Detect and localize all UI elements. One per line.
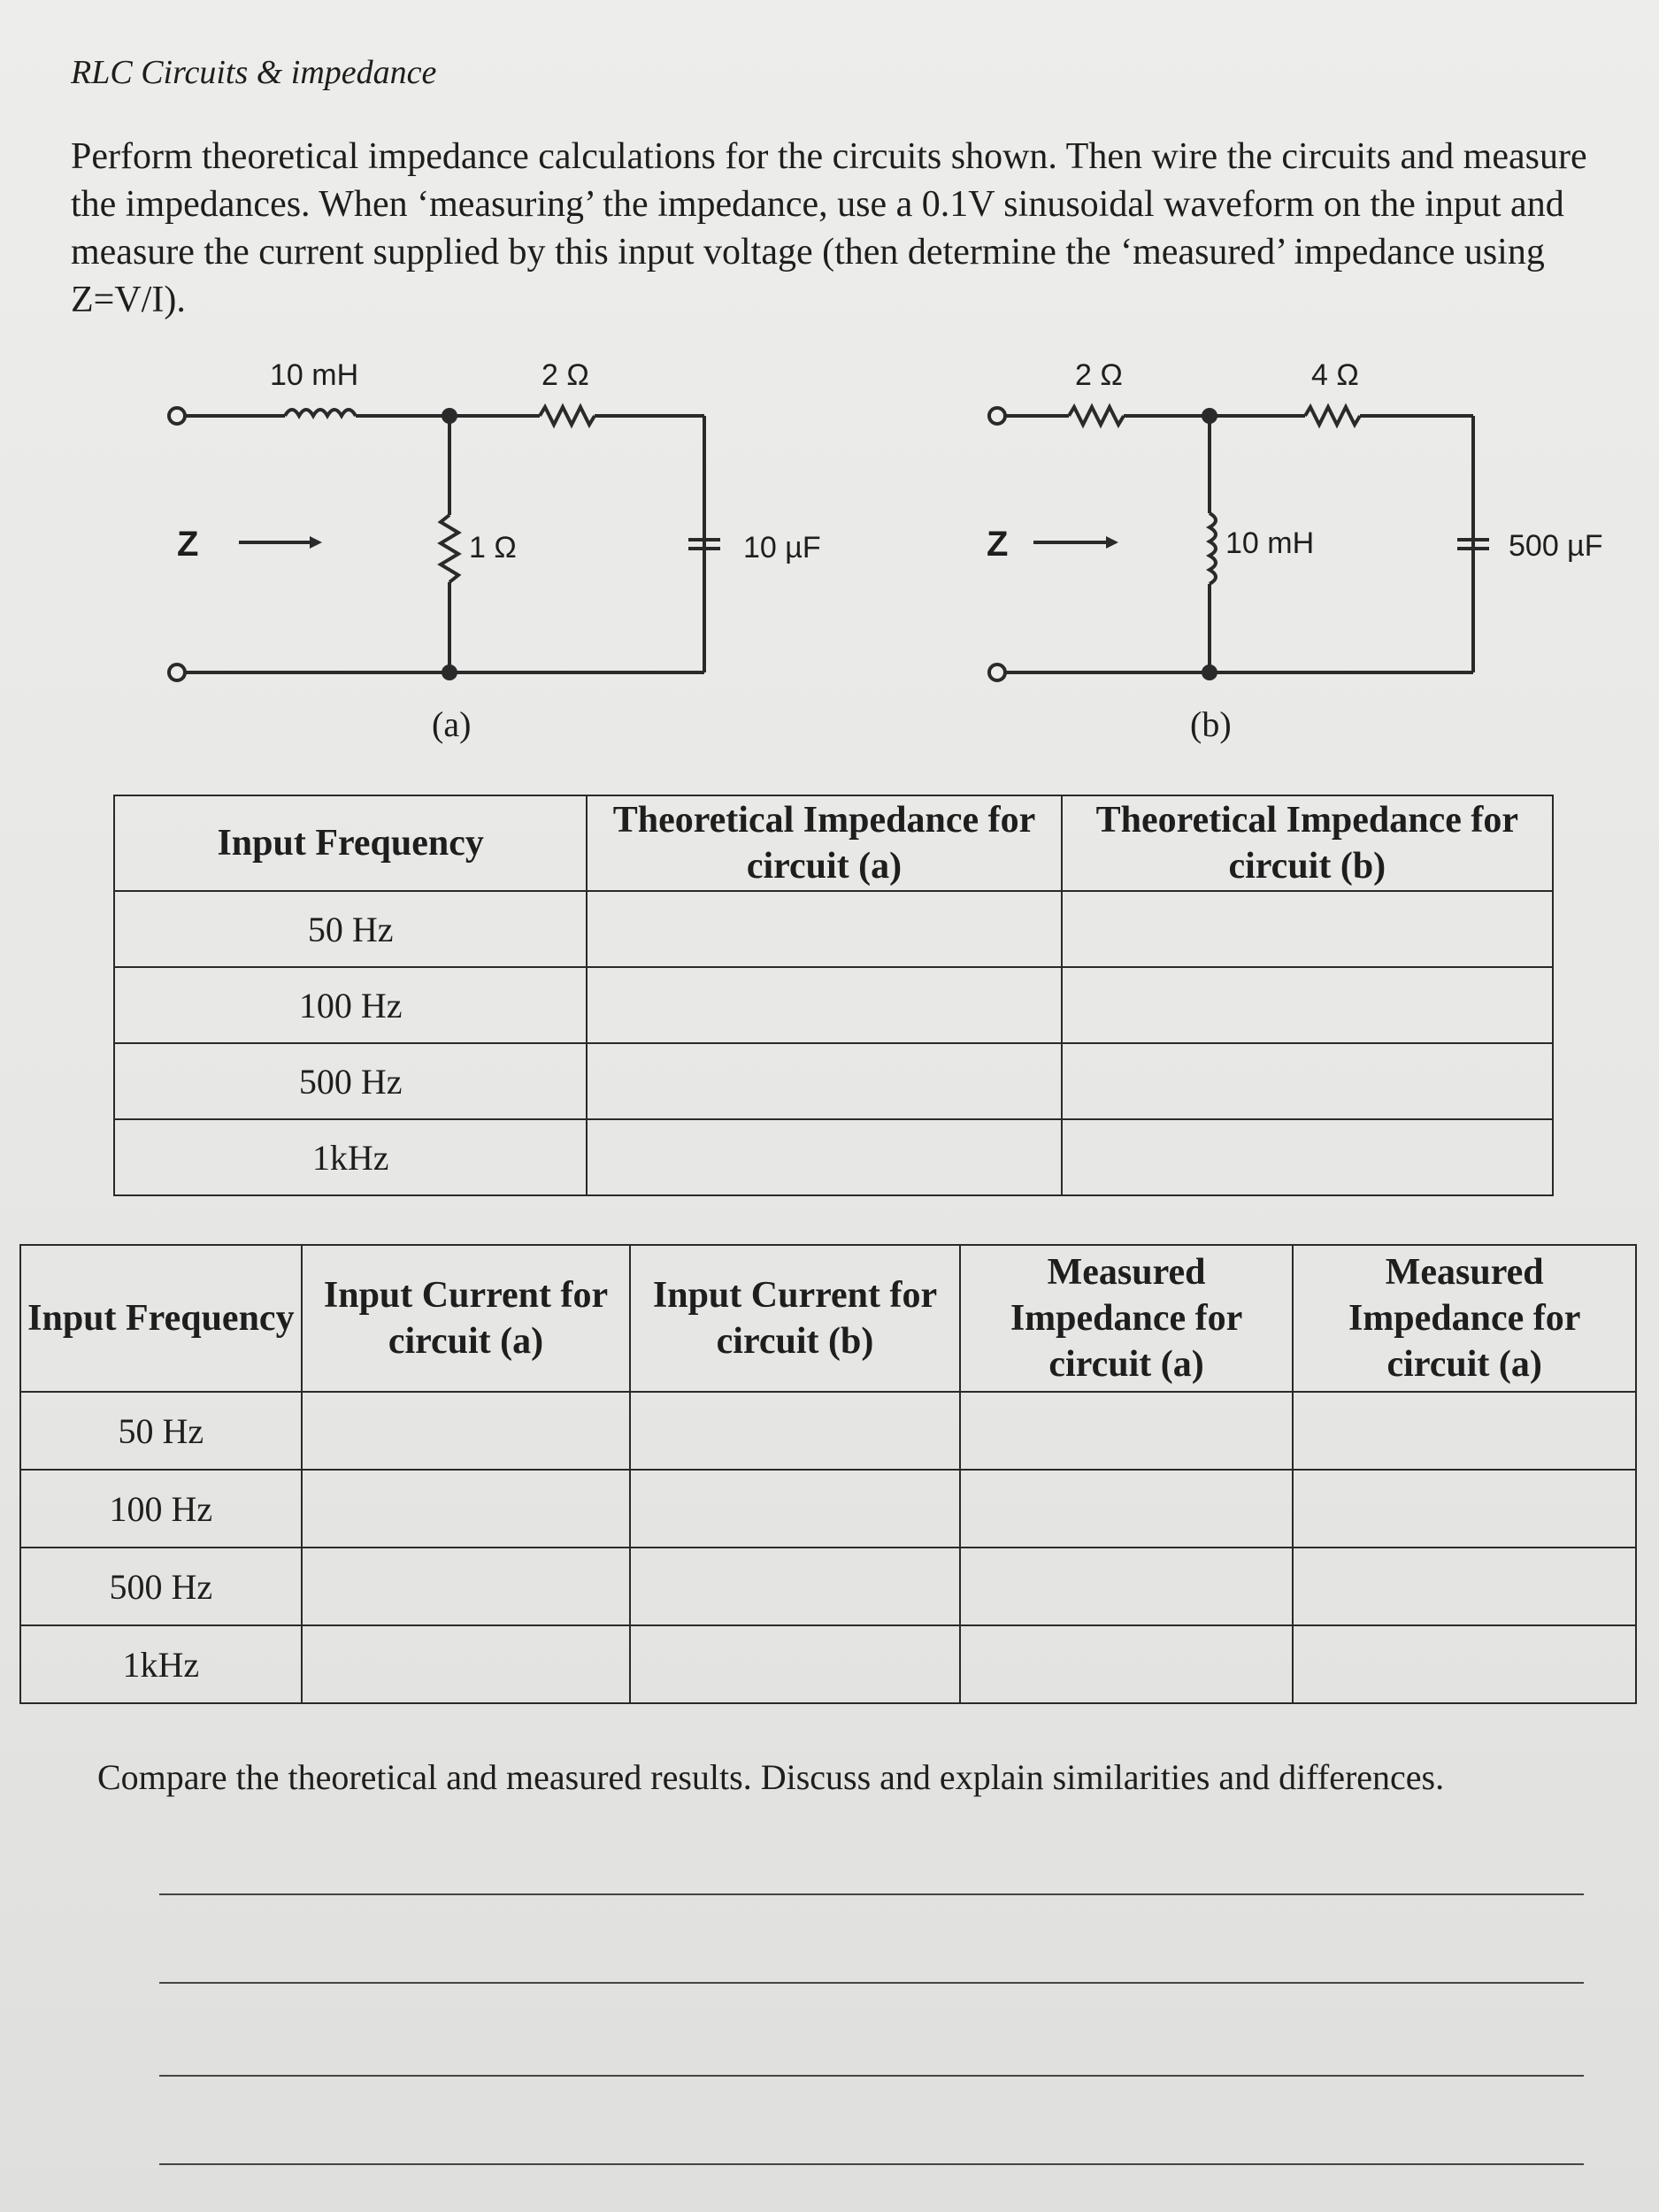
answer-cell[interactable] [1293, 1625, 1636, 1703]
answer-cell[interactable] [1062, 891, 1553, 967]
page-title: RLC Circuits & impedance [71, 54, 437, 91]
circuit-a-series-resistor-label: 2 Ω [541, 358, 589, 392]
answer-cell[interactable] [630, 1548, 960, 1625]
answer-cell[interactable] [587, 1043, 1061, 1119]
circuit-a-z-label: Z [177, 525, 199, 564]
table-row [114, 891, 1553, 967]
circuit-a-caption: (a) [432, 704, 472, 744]
theoretical-impedance-table [113, 795, 1554, 1196]
table-row [114, 1043, 1553, 1119]
answer-cell[interactable] [302, 1548, 631, 1625]
frequency-cell: 1kHz [20, 1625, 302, 1703]
table-row [20, 1392, 1636, 1470]
answer-cell[interactable] [587, 967, 1061, 1043]
answer-cell[interactable] [960, 1548, 1294, 1625]
answer-cell[interactable] [587, 891, 1061, 967]
answer-cell[interactable] [1293, 1548, 1636, 1625]
table-row [114, 1119, 1553, 1195]
circuit-a-inductor-label: 10 mH [270, 358, 359, 392]
circuit-b-resistor1-label: 2 Ω [1075, 358, 1123, 392]
table-row [20, 1470, 1636, 1548]
frequency-cell: 100 Hz [20, 1470, 302, 1548]
answer-cell[interactable] [630, 1625, 960, 1703]
circuit-b-caption: (b) [1190, 704, 1232, 744]
discussion-prompt: Compare the theoretical and measured results. Discuss and explain similarities and differences. [97, 1757, 1445, 1797]
answer-cell[interactable] [1293, 1392, 1636, 1470]
frequency-cell: 500 Hz [114, 1043, 587, 1119]
circuit-a-capacitor-label: 10 µF [743, 531, 821, 565]
table2-header-measured-a-2: Measured Impedance for circuit (a) [1293, 1245, 1636, 1392]
arrow-icon [1106, 536, 1118, 549]
table2-header-current-b: Input Current for circuit (b) [630, 1245, 960, 1392]
circuit-b-inductor-label: 10 mH [1225, 526, 1315, 560]
table2-header-frequency: Input Frequency [20, 1245, 302, 1392]
answer-line[interactable] [159, 1982, 1584, 1984]
answer-cell[interactable] [960, 1392, 1294, 1470]
circuit-b-z-label: Z [987, 525, 1009, 564]
measured-results-table [19, 1244, 1637, 1704]
answer-cell[interactable] [1293, 1470, 1636, 1548]
frequency-cell: 500 Hz [20, 1548, 302, 1625]
answer-cell[interactable] [302, 1392, 631, 1470]
table-row [20, 1625, 1636, 1703]
answer-line[interactable] [159, 2163, 1584, 2165]
frequency-cell: 50 Hz [114, 891, 587, 967]
answer-line[interactable] [159, 2075, 1584, 2077]
answer-cell[interactable] [1062, 967, 1553, 1043]
table-row [20, 1548, 1636, 1625]
answer-cell[interactable] [1062, 1119, 1553, 1195]
answer-cell[interactable] [960, 1470, 1294, 1548]
answer-line[interactable] [159, 1893, 1584, 1895]
table2-header-current-a: Input Current for circuit (a) [302, 1245, 631, 1392]
circuit-diagrams [0, 345, 1659, 761]
circuit-a-shunt-resistor-label: 1 Ω [469, 531, 517, 565]
answer-cell[interactable] [960, 1625, 1294, 1703]
answer-cell[interactable] [302, 1470, 631, 1548]
circuit-a-wires [169, 407, 720, 680]
table-row [114, 967, 1553, 1043]
answer-cell[interactable] [630, 1392, 960, 1470]
answer-cell[interactable] [1062, 1043, 1553, 1119]
table1-header-theoretical-b: Theoretical Impedance for circuit (b) [1062, 795, 1553, 891]
circuit-b-resistor2-label: 4 Ω [1311, 358, 1359, 392]
circuit-b-capacitor-label: 500 µF [1509, 529, 1603, 563]
table1-header-frequency: Input Frequency [114, 795, 587, 891]
frequency-cell: 100 Hz [114, 967, 587, 1043]
table2-header-measured-a: Measured Impedance for circuit (a) [960, 1245, 1294, 1392]
arrow-icon [310, 536, 322, 549]
frequency-cell: 50 Hz [20, 1392, 302, 1470]
answer-cell[interactable] [630, 1470, 960, 1548]
answer-cell[interactable] [587, 1119, 1061, 1195]
frequency-cell: 1kHz [114, 1119, 587, 1195]
answer-cell[interactable] [302, 1625, 631, 1703]
table1-header-theoretical-a: Theoretical Impedance for circuit (a) [587, 795, 1061, 891]
instructions-paragraph: Perform theoretical impedance calculations for the circuits shown. Then wire the circuits and measure the impedances. When ‘measuring’ the impedance, use a 0.1V sinusoidal waveform on the input and measure the current supplied by this input voltage (then determine the ‘measured’ impedance using Z=V/I). [71, 136, 1587, 320]
